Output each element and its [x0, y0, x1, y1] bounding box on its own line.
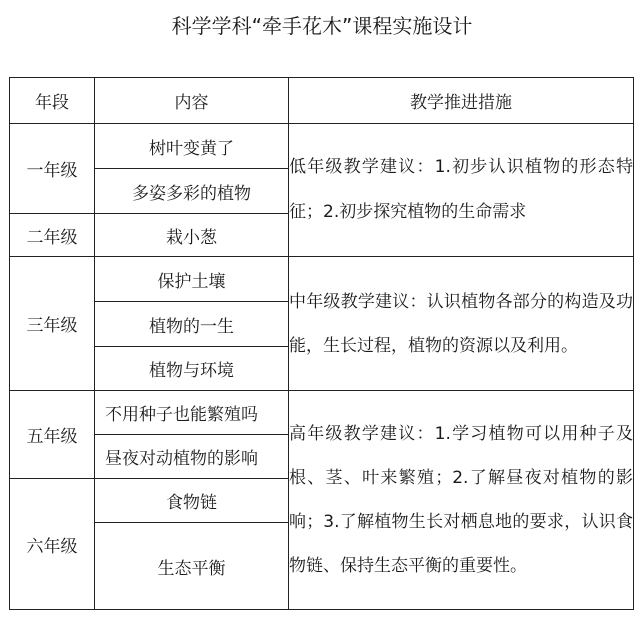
table-row	[10, 124, 634, 169]
header-grade: 年段	[10, 78, 95, 124]
table-header-row	[10, 78, 634, 124]
topic-cell: 树叶变黄了	[95, 124, 289, 169]
topic-cell: 不用种子也能繁殖吗	[95, 391, 289, 435]
topic-cell: 多姿多彩的植物	[95, 169, 289, 214]
table-row	[10, 391, 634, 435]
header-content: 内容	[95, 78, 289, 124]
measure-cell-middle: 中年级教学建议：认识植物各部分的构造及功能，生长过程，植物的资源以及利用。	[289, 257, 634, 391]
measure-cell-low: 低年级教学建议：1.初步认识植物的形态特征；2.初步探究植物的生命需求	[289, 124, 634, 257]
header-measures: 教学推进措施	[289, 78, 634, 124]
topic-cell: 植物与环境	[95, 347, 289, 391]
topic-cell: 保护土壤	[95, 257, 289, 302]
grade-cell: 六年级	[10, 479, 95, 610]
course-plan-table	[9, 77, 634, 610]
document-title: 科学学科“牵手花木”课程实施设计	[171, 14, 473, 38]
grade-cell: 一年级	[10, 124, 95, 214]
topic-cell: 栽小葱	[95, 214, 289, 257]
topic-cell: 昼夜对动植物的影响	[95, 435, 289, 479]
table-row	[10, 257, 634, 302]
grade-cell: 五年级	[10, 391, 95, 479]
measure-cell-high: 高年级教学建议：1.学习植物可以用种子及根、茎、叶来繁殖；2.了解昼夜对植物的影响；3.了解植物生长对栖息地的要求，认识食物链、保持生态平衡的重要性。	[289, 391, 634, 610]
topic-cell: 生态平衡	[95, 523, 289, 610]
topic-cell: 食物链	[95, 479, 289, 523]
topic-cell: 植物的一生	[95, 302, 289, 347]
grade-cell: 二年级	[10, 214, 95, 257]
grade-cell: 三年级	[10, 257, 95, 391]
